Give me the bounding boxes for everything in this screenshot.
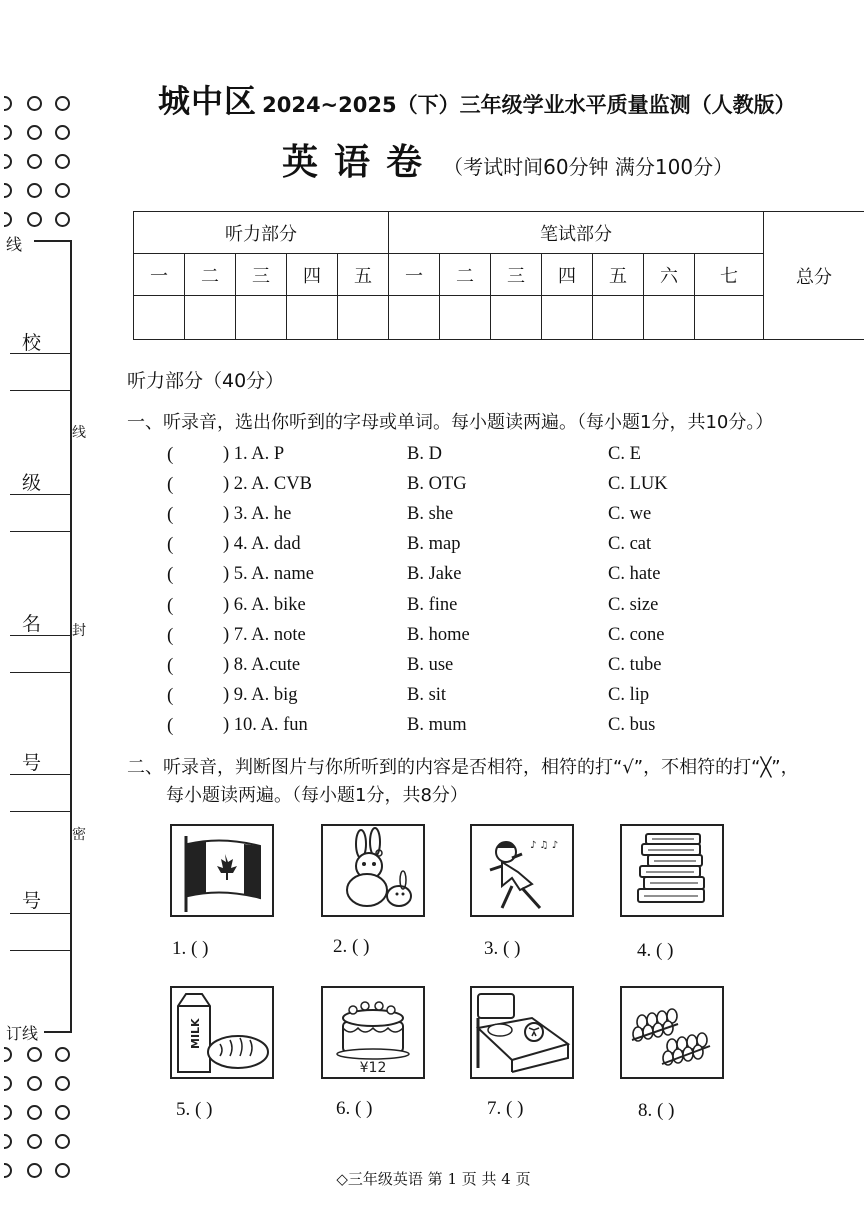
cake-price-label: ¥12 — [359, 1060, 387, 1076]
grade-label: 级 — [22, 472, 42, 494]
rabbits-icon — [323, 826, 423, 915]
score-cell[interactable] — [389, 296, 440, 340]
score-cell[interactable] — [440, 296, 491, 340]
question-option-c: C. E — [608, 444, 641, 464]
score-cell[interactable] — [236, 296, 287, 340]
question-option-b: B. map — [407, 534, 461, 555]
listening-col: 一 — [134, 254, 185, 296]
picture-1 — [170, 824, 274, 917]
picture-answer-7[interactable]: 7. ( ) — [487, 1098, 524, 1119]
book-stack-icon — [622, 826, 722, 915]
answer-blank-open-paren[interactable]: ( — [167, 444, 174, 465]
picture-answer-4[interactable]: 4. ( ) — [637, 940, 674, 961]
bed-icon — [472, 988, 572, 1077]
number-label: 号 — [22, 752, 42, 774]
answer-blank-open-paren[interactable]: ( — [167, 714, 174, 736]
question-option-a: ) 6. A. bike — [223, 594, 306, 615]
question-option-b: B. use — [407, 654, 454, 675]
answer-blank-open-paren[interactable]: ( — [167, 684, 174, 706]
answer-blank-open-paren[interactable]: ( — [167, 654, 174, 676]
binding-seal-char: 线 — [72, 425, 86, 441]
section1-title: 一、听录音，选出你听到的字母或单词。每小题读两遍。（每小题1分，共10分。） — [127, 412, 774, 433]
picture-4 — [620, 824, 724, 917]
question-option-b: B. sit — [407, 684, 447, 705]
binding-holes-top — [4, 89, 83, 234]
picture-answer-6[interactable]: 6. ( ) — [336, 1098, 373, 1119]
question-option-b: B. mum — [407, 714, 467, 735]
binding-line-label-top: 线 — [6, 235, 23, 254]
question-option-c: C. cat — [608, 534, 652, 555]
picture-answer-3[interactable]: 3. ( ) — [484, 938, 521, 959]
seat-number-label: 号 — [22, 890, 42, 912]
question-option-c: C. tube — [608, 654, 662, 675]
picture-8 — [620, 986, 724, 1079]
question-option-a: ) 1. A. P — [223, 444, 285, 464]
question-option-b: B. Jake — [407, 564, 462, 585]
question-option-b: B. she — [407, 504, 454, 525]
cake-icon — [323, 988, 423, 1077]
question-option-c: C. cone — [608, 624, 665, 645]
number-field[interactable] — [10, 774, 71, 812]
question-option-a: ) 10. A. fun — [223, 714, 308, 735]
picture-3 — [470, 824, 574, 917]
listening-col: 五 — [338, 254, 389, 296]
subject-title: 英语卷 — [282, 141, 439, 183]
answer-blank-open-paren[interactable]: ( — [167, 594, 174, 616]
picture-6 — [321, 986, 425, 1079]
question-option-c: C. size — [608, 594, 659, 615]
question-option-b: B. D — [407, 444, 442, 464]
question-option-c: C. lip — [608, 684, 650, 705]
score-cell[interactable] — [287, 296, 338, 340]
picture-7 — [470, 986, 574, 1079]
listening-col: 三 — [236, 254, 287, 296]
writing-col: 六 — [644, 254, 695, 296]
writing-col: 三 — [491, 254, 542, 296]
seat-number-field[interactable] — [10, 913, 71, 951]
total-header: 总分 — [764, 212, 865, 340]
question-option-b: B. fine — [407, 594, 458, 615]
question-option-c: C. we — [608, 504, 652, 525]
answer-blank-open-paren[interactable]: ( — [167, 474, 174, 496]
question-option-a: ) 7. A. note — [223, 624, 306, 645]
question-option-a: ) 3. A. he — [223, 504, 292, 525]
milk-bread-icon — [172, 988, 272, 1077]
binding-seal-char: 封 — [72, 623, 86, 639]
district-name: 城中区 — [158, 82, 258, 120]
binding-seal-char: 密 — [72, 827, 86, 843]
writing-col: 二 — [440, 254, 491, 296]
score-cell[interactable] — [185, 296, 236, 340]
score-cell[interactable] — [542, 296, 593, 340]
school-field[interactable] — [10, 353, 71, 391]
score-cell[interactable] — [695, 296, 764, 340]
picture-2 — [321, 824, 425, 917]
picture-answer-1[interactable]: 1. ( ) — [172, 938, 209, 959]
exam-header — [158, 76, 796, 122]
writing-col: 一 — [389, 254, 440, 296]
question-option-a: ) 4. A. dad — [223, 534, 301, 555]
question-option-a: ) 9. A. big — [223, 684, 298, 705]
binding-hline — [34, 240, 72, 242]
score-cell[interactable] — [593, 296, 644, 340]
question-option-c: C. bus — [608, 714, 656, 735]
grade-field[interactable] — [10, 494, 71, 532]
listening-part-heading: 听力部分（40分） — [127, 370, 285, 392]
question-option-c: C. LUK — [608, 474, 668, 495]
section2-title-line2: 每小题读两遍。（每小题1分，共8分） — [166, 785, 468, 806]
question-option-b: B. OTG — [407, 474, 467, 495]
answer-blank-open-paren[interactable]: ( — [167, 534, 174, 556]
school-label: 校 — [22, 332, 42, 354]
listening-col: 二 — [185, 254, 236, 296]
writing-col: 五 — [593, 254, 644, 296]
writing-header: 笔试部分 — [389, 212, 764, 254]
picture-answer-2[interactable]: 2. ( ) — [333, 936, 370, 957]
answer-blank-open-paren[interactable]: ( — [167, 504, 174, 526]
exam-title: 2024~2025（下）三年级学业水平质量监测（人教版） — [262, 93, 796, 117]
svg-text:♪ ♫ ♪: ♪ ♫ ♪ — [530, 840, 559, 851]
answer-blank-open-paren[interactable]: ( — [167, 564, 174, 586]
question-option-c: C. hate — [608, 564, 661, 585]
eggs-icon — [622, 988, 722, 1077]
svg-text:MILK: MILK — [189, 1018, 202, 1049]
name-field[interactable] — [10, 635, 71, 673]
subject-title-row — [282, 134, 733, 185]
listening-header: 听力部分 — [134, 212, 389, 254]
score-cell[interactable] — [338, 296, 389, 340]
score-cell[interactable] — [644, 296, 695, 340]
binding-line-label-bottom: 订线 — [6, 1024, 39, 1043]
picture-answer-5[interactable]: 5. ( ) — [176, 1099, 213, 1120]
writing-col: 四 — [542, 254, 593, 296]
picture-5 — [170, 986, 274, 1079]
picture-answer-8[interactable]: 8. ( ) — [638, 1100, 675, 1121]
singing-boy-icon — [472, 826, 572, 915]
score-cell[interactable] — [491, 296, 542, 340]
section2-title-line1: 二、听录音，判断图片与你所听到的内容是否相符，相符的打“√”，不相符的打“╳”， — [127, 757, 799, 778]
answer-blank-open-paren[interactable]: ( — [167, 624, 174, 646]
score-cell[interactable] — [134, 296, 185, 340]
question-option-a: ) 8. A.cute — [223, 654, 301, 675]
binding-hline — [44, 1031, 72, 1033]
name-label: 名 — [22, 613, 42, 635]
page-footer: ◇三年级英语 第 1 页 共 4 页 — [336, 1170, 531, 1188]
question-option-a: ) 2. A. CVB — [223, 474, 312, 495]
question-option-b: B. home — [407, 624, 470, 645]
exam-info: （考试时间60分钟 满分100分） — [443, 155, 734, 179]
canada-flag-icon — [172, 826, 272, 915]
score-table — [133, 211, 864, 340]
writing-col: 七 — [695, 254, 764, 296]
question-option-a: ) 5. A. name — [223, 564, 314, 585]
listening-col: 四 — [287, 254, 338, 296]
binding-holes-bottom — [4, 1040, 83, 1185]
